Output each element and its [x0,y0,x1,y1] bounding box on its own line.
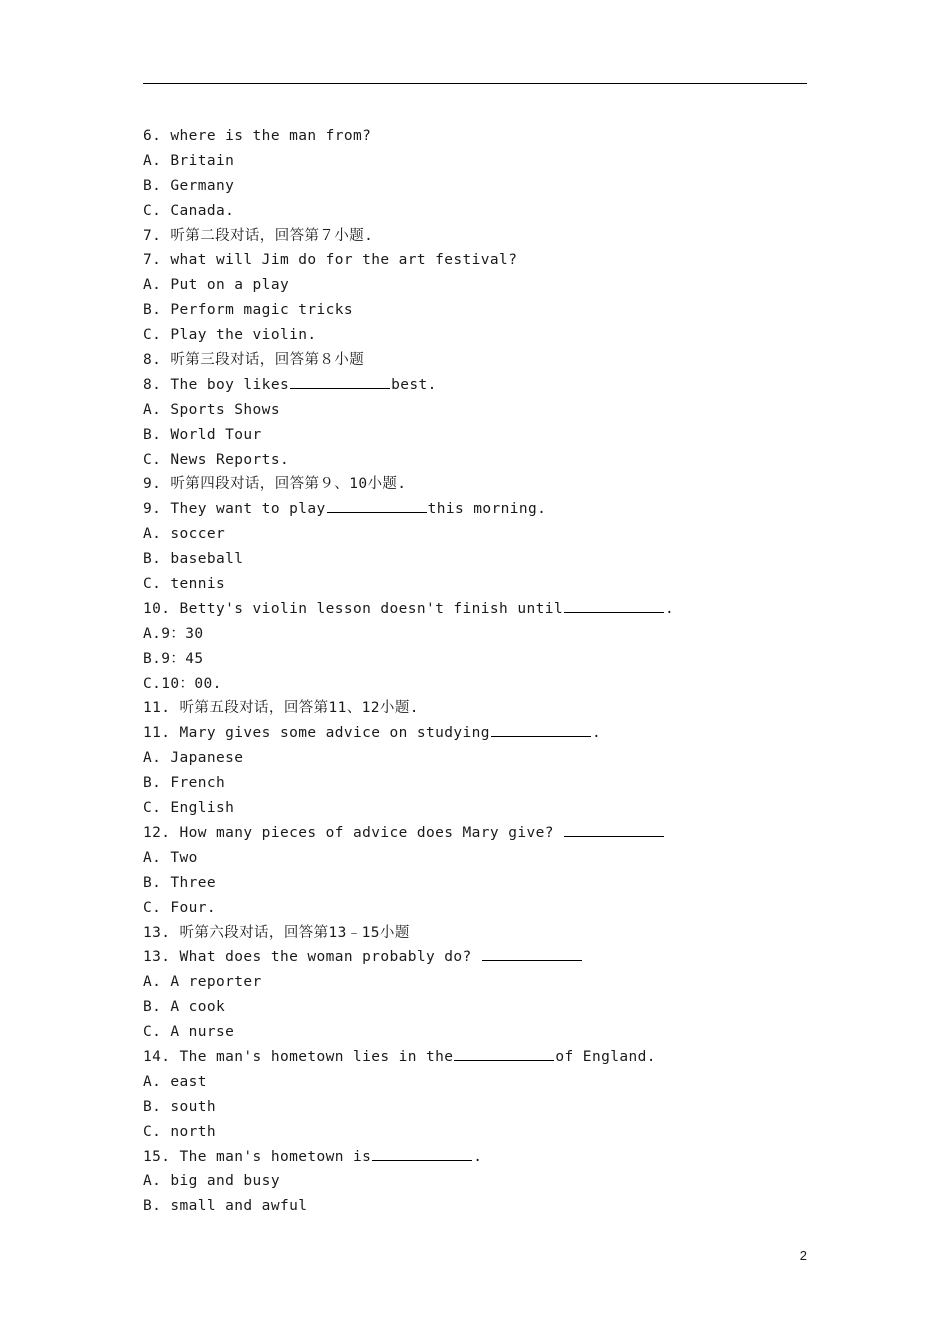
answer-blank [564,598,664,613]
line-text: A.9：30 [143,625,204,642]
line-text: A. Two [143,849,198,866]
question-line [143,1194,807,1219]
line-text: C. A nurse [143,1024,235,1041]
answer-blank [482,946,582,961]
line-text: A. big and busy [143,1173,280,1190]
line-text: B. baseball [143,551,244,568]
question-line [143,1020,807,1045]
answer-blank [290,374,390,389]
line-text: 12. How many pieces of advice does Mary give? [143,824,563,841]
line-text: 9. They want to play [143,501,326,518]
line-text: A. Britain [143,152,235,169]
line-text: this morning. [427,501,547,518]
question-line [143,298,807,323]
line-text: B. Three [143,874,217,891]
line-text: C.10：00. [143,675,222,692]
question-line [143,448,807,473]
line-text: best. [391,376,437,393]
line-text: A. east [143,1073,207,1090]
line-text: 11. Mary gives some advice on studying [143,725,490,742]
line-text: 13. What does the woman probably do? [143,949,481,966]
line-text: A. soccer [143,526,226,543]
question-line [143,896,807,921]
line-text: of England. [555,1048,656,1065]
question-line [143,348,807,373]
question-line [143,945,807,970]
line-text: C. English [143,800,235,817]
question-line [143,398,807,423]
line-text: B. A cook [143,999,226,1016]
question-line [143,1169,807,1194]
question-line [143,273,807,298]
question-line [143,323,807,348]
question-line [143,622,807,647]
question-line [143,149,807,174]
line-text: B. World Tour [143,426,262,443]
question-line [143,248,807,273]
line-text: B. small and awful [143,1198,308,1215]
line-text: A. Sports Shows [143,401,280,418]
line-text: B. Perform magic tricks [143,302,353,319]
line-text: 7. 听第二段对话，回答第７小题. [143,227,374,244]
line-text: C. Play the violin. [143,327,317,344]
line-text: B. French [143,775,226,792]
question-line [143,746,807,771]
header-rule [143,83,807,84]
answer-blank [454,1046,554,1061]
line-text: 8. 听第三段对话，回答第８小题 [143,352,365,369]
line-text: C. Canada. [143,202,235,219]
question-line [143,871,807,896]
line-text: 14. The man's hometown lies in the [143,1048,454,1065]
question-line [143,821,807,846]
question-line [143,1045,807,1070]
line-text: B.9：45 [143,650,204,667]
line-text: B. Germany [143,177,235,194]
line-text: C. north [143,1123,217,1140]
question-list [143,124,807,1219]
question-line [143,846,807,871]
question-line [143,647,807,672]
answer-blank [491,722,591,737]
question-line [143,497,807,522]
question-line [143,174,807,199]
line-text: C. Four. [143,899,217,916]
question-line [143,373,807,398]
line-text: A. Japanese [143,750,244,767]
line-text: C. tennis [143,576,226,593]
line-text: 13. 听第六段对话，回答第13﹣15小题 [143,924,410,941]
line-text: A. Put on a play [143,277,290,294]
question-line [143,224,807,249]
question-line [143,1070,807,1095]
question-line [143,672,807,697]
question-line [143,921,807,946]
question-line [143,721,807,746]
line-text: . [664,600,675,617]
question-line [143,796,807,821]
question-line [143,1120,807,1145]
line-text: 6. where is the man from? [143,128,372,144]
question-line [143,572,807,597]
question-line [143,696,807,721]
question-line [143,995,807,1020]
line-text: 7. what will Jim do for the art festival? [143,252,518,269]
line-text: A. A reporter [143,974,262,991]
line-text: 10. Betty's violin lesson doesn't finish until [143,600,563,617]
line-text: . [591,725,602,742]
question-line [143,597,807,622]
question-line [143,771,807,796]
question-line [143,472,807,497]
line-text: . [473,1148,483,1165]
question-line [143,1145,807,1170]
line-text: C. News Reports. [143,451,290,468]
line-text: 11. 听第五段对话，回答第11、12小题. [143,700,419,717]
question-line [143,522,807,547]
line-text: 15. The man's hometown is [143,1148,372,1165]
line-text: B. south [143,1098,217,1115]
answer-blank [372,1146,472,1161]
answer-blank [327,498,427,513]
question-line [143,423,807,448]
page-number: 2 [799,1248,807,1263]
line-text: 8. The boy likes [143,376,290,393]
question-line [143,547,807,572]
question-line [143,199,807,224]
answer-blank [564,822,664,837]
line-text: 9. 听第四段对话，回答第９、10小题. [143,476,407,493]
question-line [143,1095,807,1120]
question-line [143,124,807,149]
question-line [143,970,807,995]
